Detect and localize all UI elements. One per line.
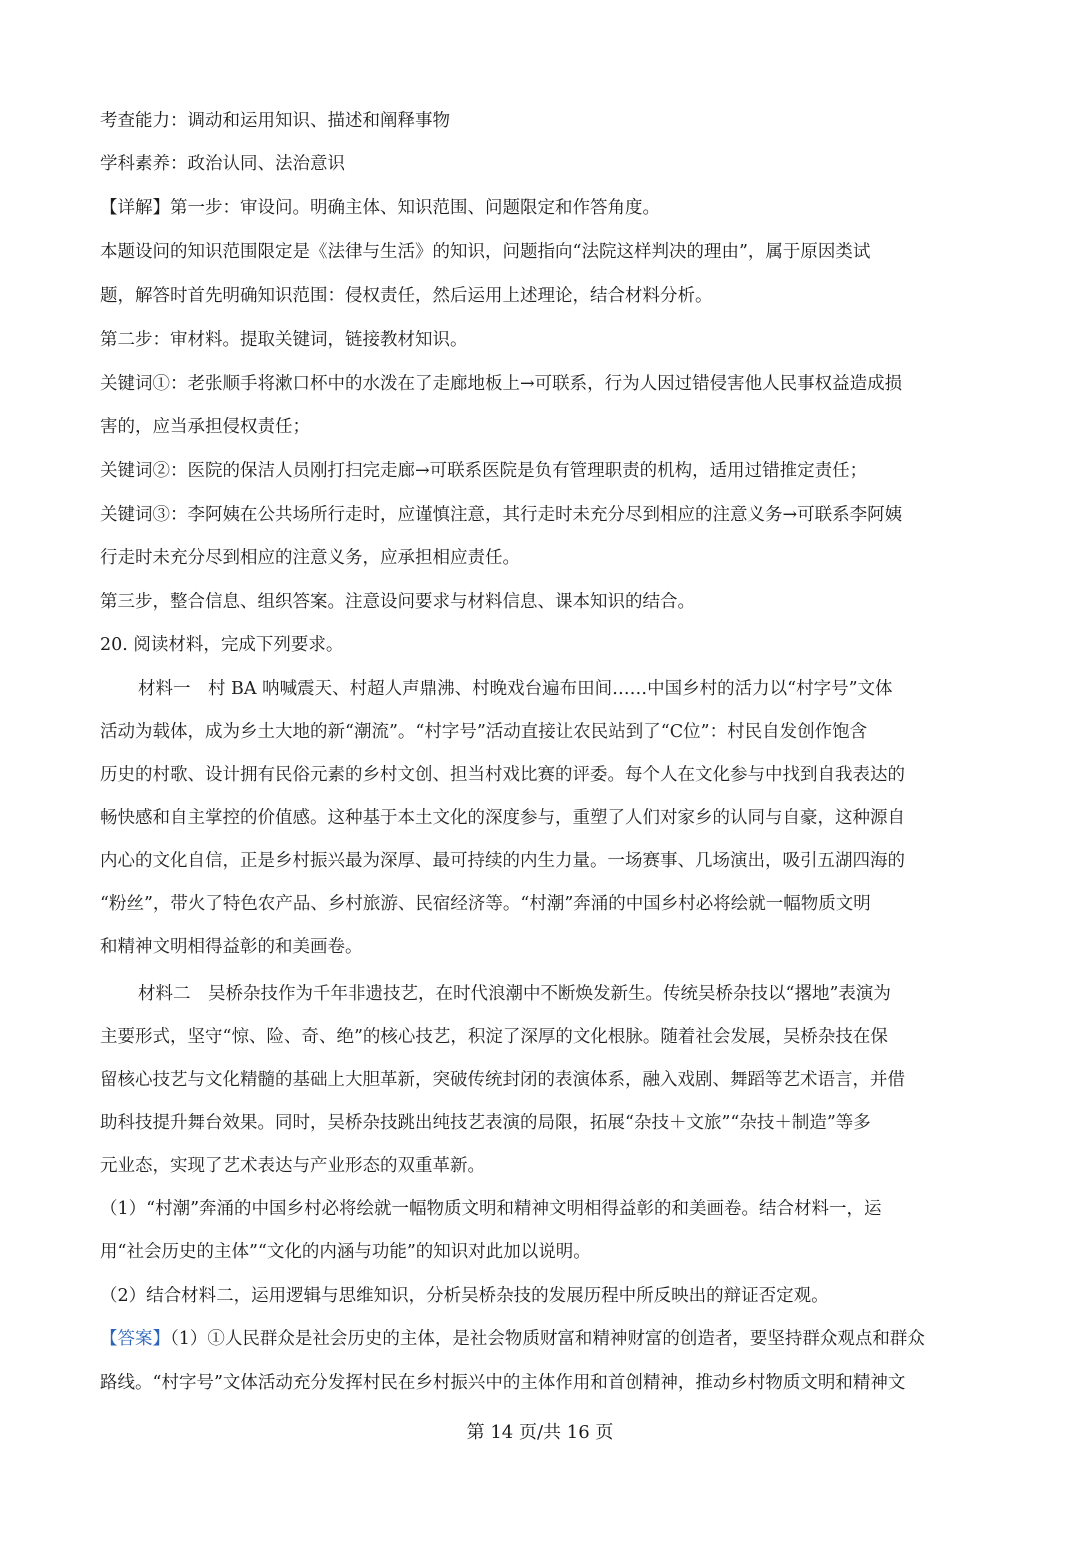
ability-line: 考查能力：调动和运用知识、描述和阐释事物 [100, 111, 450, 131]
keyword3-line-2: 行走时未充分尽到相应的注意义务，应承担相应责任。 [100, 548, 520, 568]
material2-line: 助科技提升舞台效果。同时，吴桥杂技跳出纯技艺表演的局限，拓展“杂技＋文旅”“杂技＋制造”等多 [100, 1113, 871, 1133]
answer-tag: 【答案】 [100, 1329, 170, 1349]
keyword3-line-1: 关键词③：李阿姨在公共场所行走时，应谨慎注意，其行走时未充分尽到相应的注意义务→可联系李阿姨 [100, 505, 903, 525]
keyword1-line-2: 害的，应当承担侵权责任； [100, 417, 310, 437]
keyword1-line-1: 关键词①：老张顺手将漱口杯中的水泼在了走廊地板上→可联系，行为人因过错侵害他人民事权益造成损 [100, 374, 903, 394]
material2-line: 主要形式，坚守“惊、险、奇、绝”的核心技艺，积淀了深厚的文化根脉。随着社会发展，吴桥杂技在保 [100, 1027, 888, 1047]
page-number: 第 14 页/共 16 页 [466, 1422, 614, 1443]
answer-line-1 [100, 1326, 925, 1352]
step3-line: 第三步，整合信息、组织答案。注意设问要求与材料信息、课本知识的结合。 [100, 592, 695, 612]
material1-line: 畅快感和自主掌控的价值感。这种基于本土文化的深度参与，重塑了人们对家乡的认同与自豪，这种源自 [100, 808, 905, 828]
material1-line: “粉丝”，带火了特色农产品、乡村旅游、民宿经济等。“村潮”奔涌的中国乡村必将绘就一幅物质文明 [100, 894, 871, 914]
material1-line: 材料一 村 BA 呐喊震天、村超人声鼎沸、村晚戏台遍布田间……中国乡村的活力以“村字号”文体 [138, 679, 893, 699]
answer-text: （1）①人民群众是社会历史的主体，是社会物质财富和精神财富的创造者，要坚持群众观点和群众 [170, 1329, 925, 1349]
question-title: 20. 阅读材料，完成下列要求。 [100, 635, 344, 655]
keyword2-line: 关键词②：医院的保洁人员刚打扫完走廊→可联系医院是负有管理职责的机构，适用过错推定责任； [100, 461, 868, 481]
literacy-line: 学科素养：政治认同、法治意识 [100, 154, 345, 174]
material1-line: 和精神文明相得益彰的和美画卷。 [100, 937, 363, 957]
subquestion-2-line: （2）结合材料二，运用逻辑与思维知识，分析吴桥杂技的发展历程中所反映出的辩证否定观。 [100, 1286, 829, 1306]
material1-line: 活动为载体，成为乡土大地的新“潮流”。“村字号”活动直接让农民站到了“C位”：村民自发创作饱含 [100, 722, 868, 742]
subquestion-1-line-2: 用“社会历史的主体”“文化的内涵与功能”的知识对此加以说明。 [100, 1242, 591, 1262]
scope-line-2: 题，解答时首先明确知识范围：侵权责任，然后运用上述理论，结合材料分析。 [100, 286, 713, 306]
material2-line: 元业态，实现了艺术表达与产业形态的双重革新。 [100, 1156, 485, 1176]
scope-line-1: 本题设问的知识范围限定是《法律与生活》的知识，问题指向“法院这样判决的理由”，属于原因类试 [100, 242, 871, 262]
material1-line: 内心的文化自信，正是乡村振兴最为深厚、最可持续的内生力量。一场赛事、几场演出，吸引五湖四海的 [100, 851, 905, 871]
material1-line: 历史的村歌、设计拥有民俗元素的乡村文创、担当村戏比赛的评委。每个人在文化参与中找到自我表达的 [100, 765, 905, 785]
material2-line: 材料二 吴桥杂技作为千年非遗技艺，在时代浪潮中不断焕发新生。传统吴桥杂技以“撂地”表演为 [138, 984, 891, 1004]
detail-heading: 【详解】第一步：审设问。明确主体、知识范围、问题限定和作答角度。 [100, 198, 660, 218]
step2-line: 第二步：审材料。提取关键词，链接教材知识。 [100, 330, 468, 350]
subquestion-1-line-1: （1）“村潮”奔涌的中国乡村必将绘就一幅物质文明和精神文明相得益彰的和美画卷。结合材料一，运 [100, 1199, 882, 1219]
answer-line-2: 路线。“村字号”文体活动充分发挥村民在乡村振兴中的主体作用和首创精神，推动乡村物质文明和精神文 [100, 1373, 906, 1393]
material2-line: 留核心技艺与文化精髓的基础上大胆革新，突破传统封闭的表演体系，融入戏剧、舞蹈等艺术语言，并借 [100, 1070, 905, 1090]
